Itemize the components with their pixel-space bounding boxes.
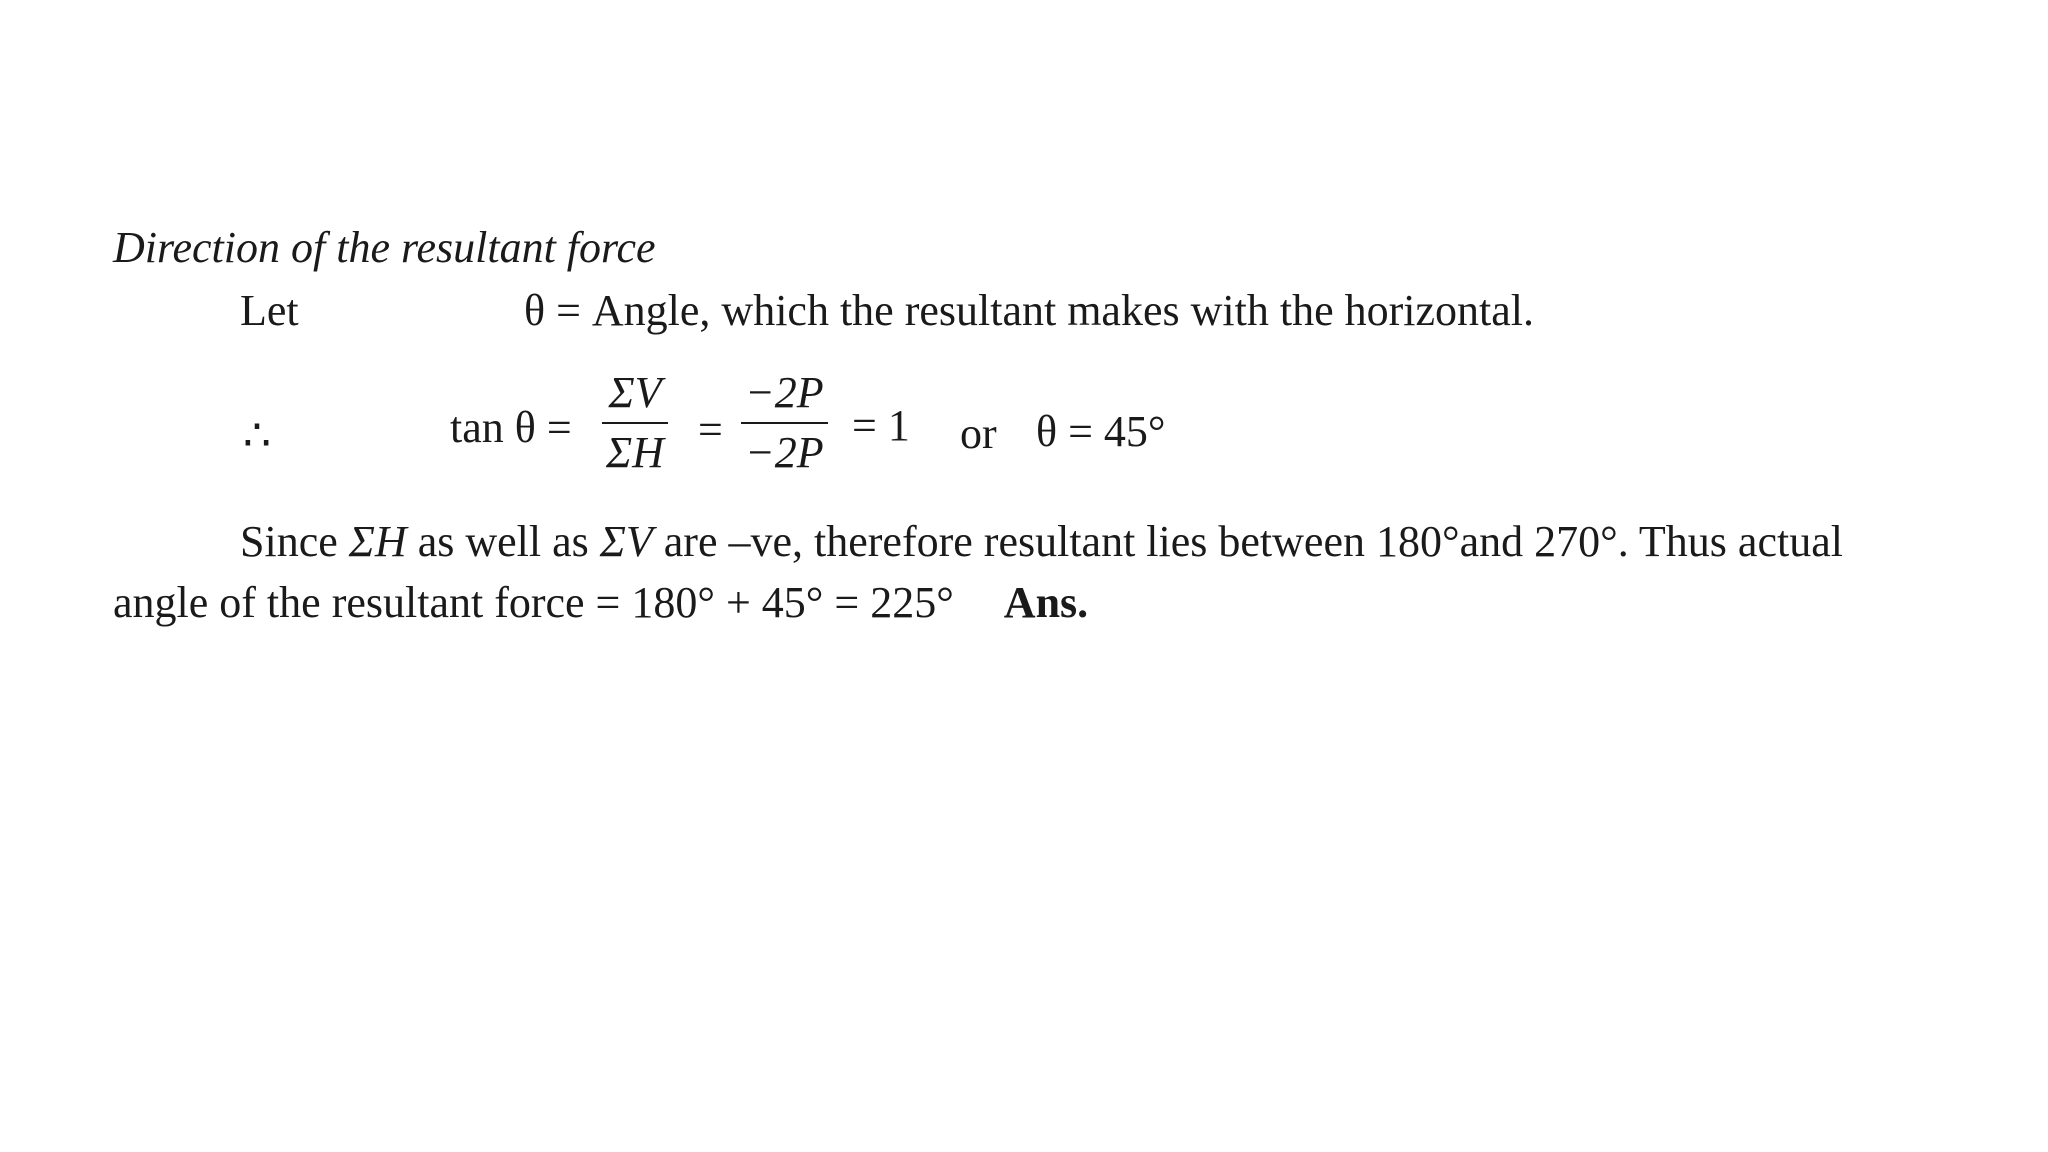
answer-label: Ans. <box>1003 578 1089 627</box>
fraction-numerator: ΣV <box>608 368 662 417</box>
sum-v-symbol: ΣV <box>599 517 653 566</box>
paragraph-text: angle of the resultant force = 180° + 45° = 225° <box>113 578 954 627</box>
fraction-sum-v-over-sum-h <box>602 368 668 478</box>
theta-equals-45: θ = 45° <box>1036 407 1166 456</box>
theta-definition: θ = Angle, which the resultant makes with the horizontal. <box>524 286 1534 335</box>
let-label: Let <box>240 286 299 335</box>
fraction-denominator: −2P <box>745 428 824 477</box>
paragraph-text: as well as <box>406 517 600 566</box>
fraction-minus-2p-over-minus-2p <box>741 368 828 478</box>
paragraph-text: are –ve, therefore resultant lies between 180°and 270°. Thus actual <box>652 517 1843 566</box>
fraction-denominator: ΣH <box>606 428 664 477</box>
or-word: or <box>960 409 997 458</box>
equals-sign: = <box>698 405 723 454</box>
tan-theta-lhs: tan θ = <box>450 403 572 452</box>
paragraph-line-2 <box>113 577 1088 629</box>
paragraph-text: Since <box>240 517 349 566</box>
section-heading: Direction of the resultant force <box>113 223 656 272</box>
equals-one: = 1 <box>852 401 910 450</box>
therefore-symbol: ∴ <box>243 411 271 460</box>
fraction-numerator: −2P <box>745 368 824 417</box>
sum-h-symbol: ΣH <box>348 517 407 566</box>
paragraph-line-1 <box>240 516 1843 568</box>
